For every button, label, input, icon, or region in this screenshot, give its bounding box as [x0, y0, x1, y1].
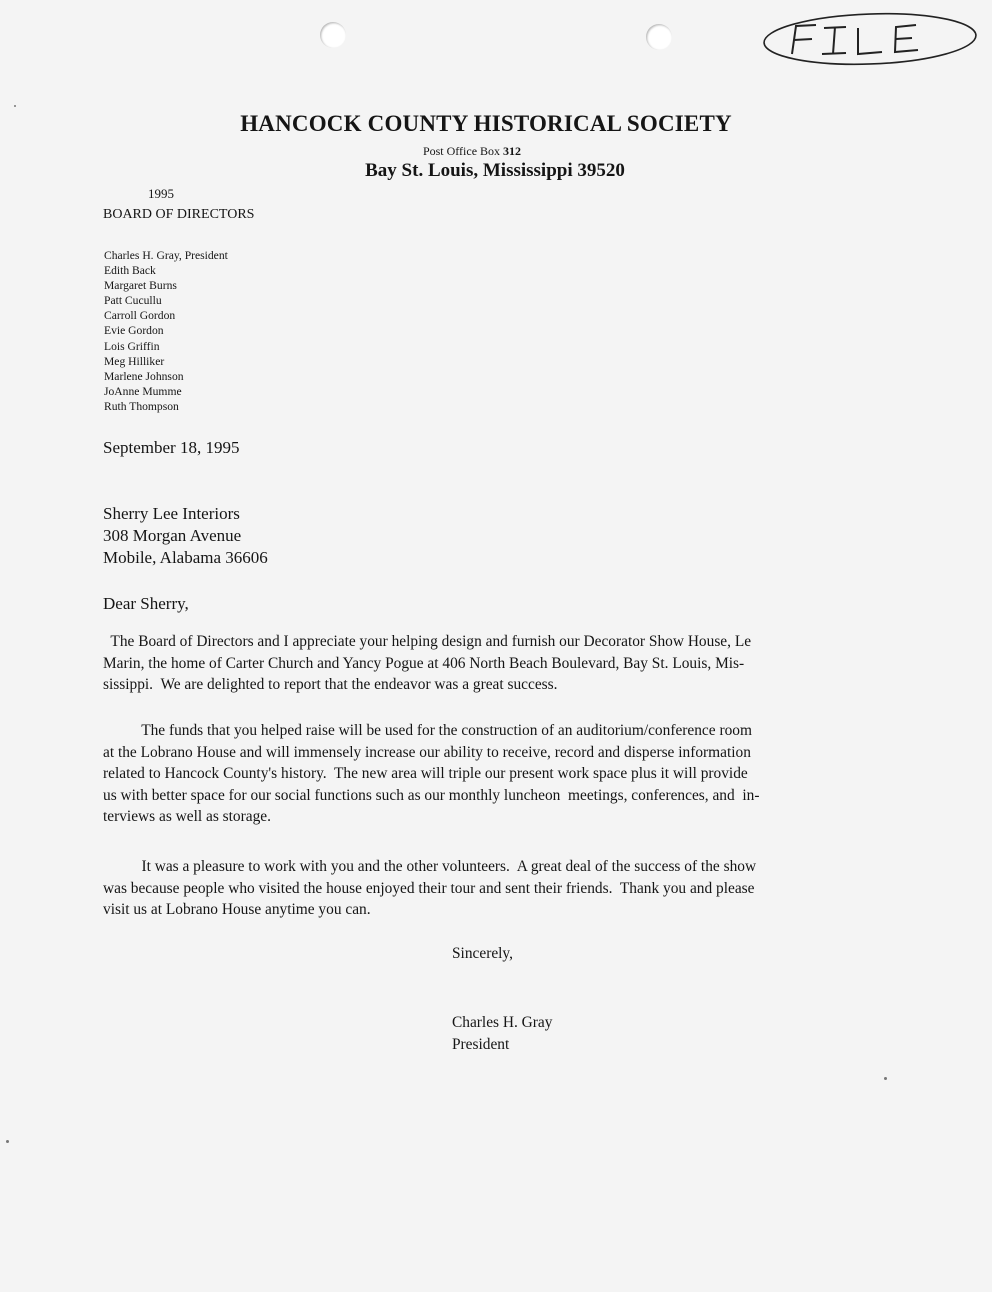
signature-block — [452, 1012, 552, 1056]
paragraph-line: The funds that you helped raise will be used for the construction of an auditorium/conference room — [103, 722, 752, 739]
board-member: Ruth Thompson — [104, 399, 179, 413]
paper-speck — [14, 105, 16, 107]
signer-name: Charles H. Gray — [452, 1014, 553, 1031]
punch-hole-right — [646, 24, 672, 50]
board-member: Meg Hilliker — [104, 354, 165, 368]
letter-date: September 18, 1995 — [103, 438, 240, 457]
paragraph-line: visit us at Lobrano House anytime you can. — [103, 901, 371, 919]
board-member: Patt Cucullu — [104, 294, 162, 308]
body-paragraph-1 — [103, 631, 883, 696]
board-heading: BOARD OF DIRECTORS — [103, 207, 255, 222]
paragraph-line: It was a pleasure to work with you and the other volunteers. A great deal of the success of the show — [103, 858, 757, 875]
po-box-line — [0, 144, 944, 159]
paragraph-line: us with better space for our social functions such as our monthly luncheon meetings, conferences, and in- — [103, 786, 760, 804]
body-paragraph-3 — [103, 856, 883, 921]
recipient-address — [103, 503, 268, 569]
paragraph-line: sissippi. We are delighted to report that the endeavor was a great success. — [103, 676, 558, 694]
board-member-list — [104, 248, 228, 414]
paragraph-line: was because people who visited the house enjoyed their tour and sent their friends. Thank you and please — [103, 879, 755, 897]
closing: Sincerely, — [452, 945, 513, 962]
po-box-number: 312 — [503, 144, 522, 158]
paragraph-line: terviews as well as storage. — [103, 808, 271, 826]
board-member: Edith Back — [104, 264, 156, 278]
organization-name: HANCOCK COUNTY HISTORICAL SOCIETY — [240, 111, 732, 136]
board-member: Carroll Gordon — [104, 309, 176, 323]
paragraph-line: Marin, the home of Carter Church and Yancy Pogue at 406 North Beach Boulevard, Bay St. Louis, Mis- — [103, 654, 745, 672]
recipient-line: 308 Morgan Avenue — [103, 526, 242, 545]
paper-speck — [6, 1140, 9, 1143]
paper-speck — [884, 1077, 887, 1080]
board-year: 1995 — [148, 186, 174, 201]
paragraph-line: related to Hancock County's history. The new area will triple our present work space plus it will provide — [103, 765, 748, 783]
city-line: Bay St. Louis, Mississippi 39520 — [365, 160, 625, 181]
paragraph-line: The Board of Directors and I appreciate your helping design and furnish our Decorator Show House, Le — [103, 633, 752, 650]
board-member: Lois Griffin — [104, 339, 160, 353]
po-box-label: Post Office Box — [422, 144, 501, 158]
punch-hole-left — [320, 22, 346, 48]
salutation: Dear Sherry, — [103, 594, 189, 613]
board-member: Marlene Johnson — [104, 369, 184, 383]
board-member: Charles H. Gray, President — [104, 249, 228, 262]
paragraph-line: at the Lobrano House and will immensely increase our ability to receive, record and disperse information — [103, 743, 751, 761]
recipient-line: Mobile, Alabama 36606 — [103, 548, 268, 567]
recipient-line: Sherry Lee Interiors — [103, 504, 240, 523]
board-member: JoAnne Mumme — [104, 384, 182, 398]
body-paragraph-2 — [103, 720, 883, 828]
board-member: Evie Gordon — [104, 324, 164, 338]
board-member: Margaret Burns — [104, 279, 177, 293]
signer-title: President — [452, 1036, 510, 1053]
file-stamp — [760, 8, 980, 68]
